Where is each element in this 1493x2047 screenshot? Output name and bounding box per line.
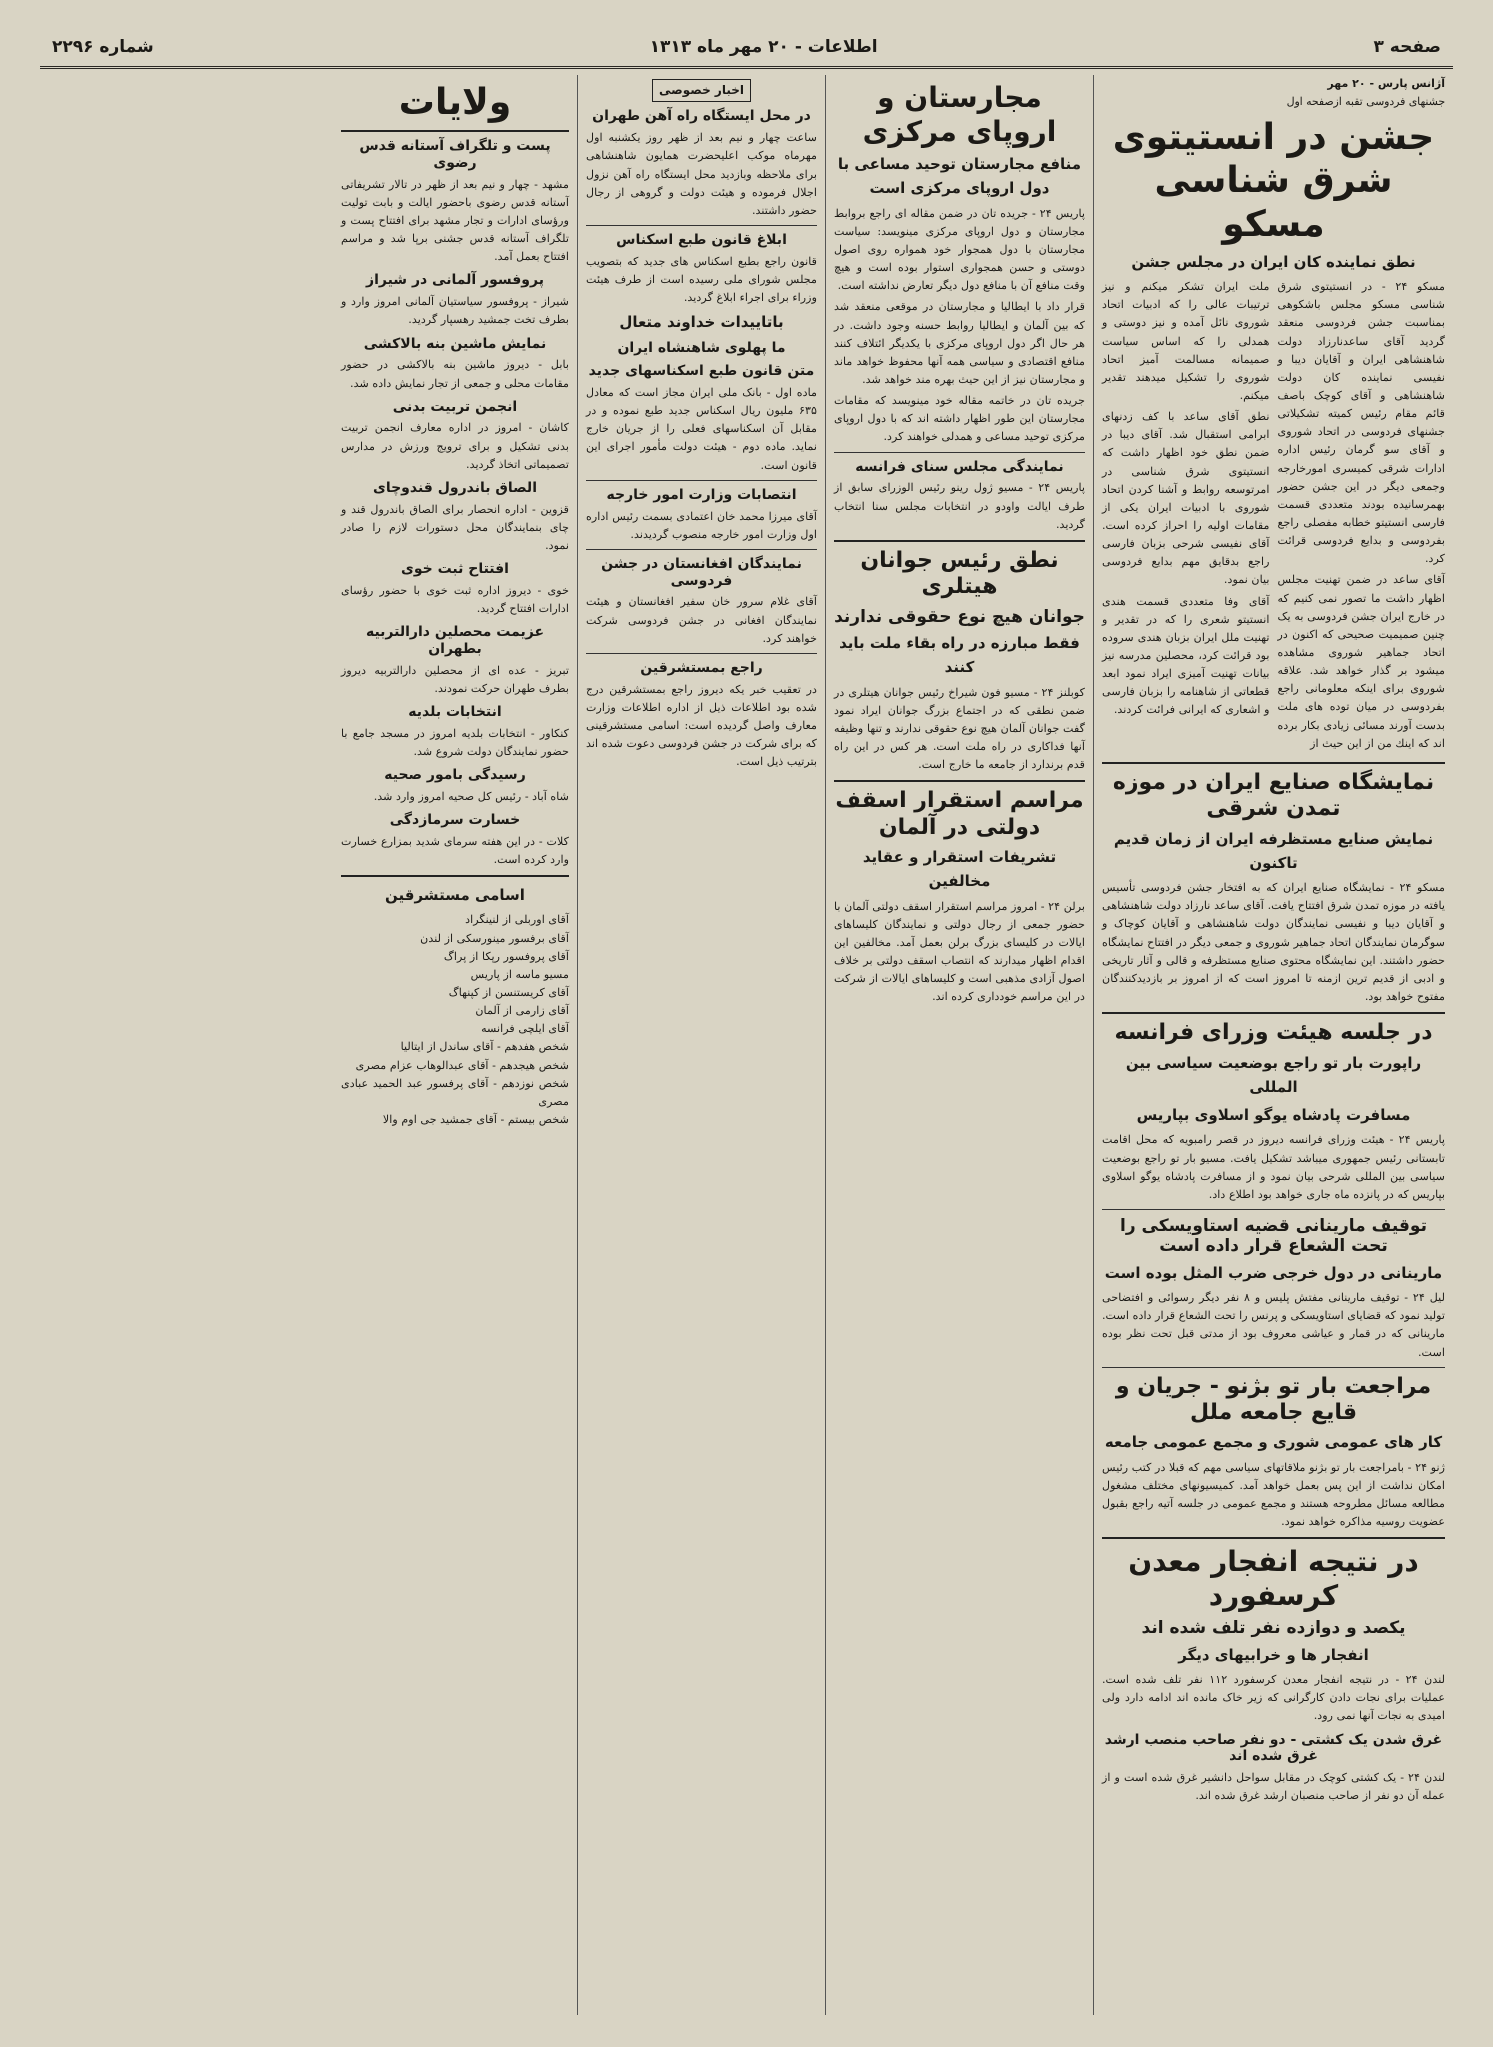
- subhead-mine: یکصد و دوازده نفر تلف شده اند: [1141, 1618, 1406, 1639]
- article-paragraph: ساعت چهار و نیم بعد از ظهر روز یکشنبه اول مهرماه موکب اعلیحضرت همایون شاهنشاهی برای ملاحظه وبازدید محل ایستگاه راه آهن نزول اجلال فرموده و هیئت دولت و گروهی از رجال حضور داشتند.: [586, 131, 817, 217]
- column-domestic: [577, 75, 825, 2015]
- article-paragraph: کاشان - امروز در اداره معارف انجمن تربیت بدنی تشکیل و برای ترویج ورزش در مدارس تصمیماتی اتخاذ گردید.: [341, 421, 569, 471]
- headline-moscow-celebration: جشن در انستیتوی شرق شناسی مسکو: [1112, 117, 1435, 245]
- orientalist-list-title: اسامی مستشرقین: [385, 886, 525, 905]
- article-paragraph: مسکو ۲۴ - در انستیتوی شرق شناسی مسکو مجلس باشکوهی بمناسبت جشن فردوسی منعقد گردید آقای ساعدنارزاد دولت شاهنشاهی ایران و آقایان دیبا و نفیسی نماینده کان دولت شاهنشاهی و آقای کوچک باصف قائم مقام رئیس کمیته تشکیلاتی جشنهای فردوسی در اتحاد شوروی و آقای سو گرمان رئیس اداره ادارات شرقی کمیسری امورخارجه وجمعی دیگر در این جشن حضور بهمرسانیده بودند متعددی قسمت فارسی انستیتو خطابه مفصلی راجع بفردوسی و بدایع فردوسی قرائت کرد.: [1277, 280, 1445, 566]
- headline-hitler-youth: نطق رئیس جوانان هیتلری: [860, 547, 1059, 600]
- article-paragraph: نطق آقای ساعد با کف زدنهای ابرامی استقبال شد. آقای دیبا در ضمن نطق خود اظهار داشت که انستیتوی شرق شناسی در امرتوسعه روابط و آشنا کردن اتحاد شوروی با ادبیات ایران یکی از مقامات اولیه را احراز کرده است. آقای نفیسی شرحی بزبان فارسی راجع بدقایق مهم بدایع فردوسی بیان نمود.: [1102, 410, 1270, 587]
- article-paragraph: برلن ۲۴ - امروز مراسم استقرار اسقف دولتی آلمان با حضور جمعی از رجال دولتی و نمایندگان کلیساهای ایالات در کلیسای بزرگ برلن بعمل آمد. مخالفین این اقدام اظهار میدارند که انتصاب اسقف دولتی بر خلاف اصول آزادی مذهبی است و کلیساهای ایالات از شرکت در این مراسم خودداری کرده اند.: [834, 899, 1085, 1004]
- list-item: آقای کریستنسن از کپنهاگ: [448, 985, 569, 999]
- headline-province: افتتاح ثبت خوی: [401, 561, 509, 578]
- article-paragraph: خوی - دیروز اداره ثبت خوی با حضور رؤسای ادارات افتتاح گردید.: [341, 583, 569, 616]
- subhead-barthou: کار های عمومی شوری و مجمع عمومی جامعه: [1104, 1433, 1443, 1452]
- subhead-france: راپورت بار تو راجع بوضعیت سیاسی بین المللی: [1125, 1053, 1422, 1096]
- king-title: ما پهلوی شاهنشاه ایران: [617, 340, 786, 357]
- article-paragraph: مشهد - چهار و نیم بعد از ظهر در تالار تشریفاتی آستانه قدس رضوی باحضور ایالت و بابت تولیت ورؤسای ادارات و تجار مشهد برای افتتاح پست و تلگراف آستانه قدس جشنی برپا شد و مراسم افتتاح بعمل آمد.: [341, 177, 569, 264]
- headline-ship: غرق شدن یک کشتی - دو نفر صاحب منصب ارشد غرق شده اند: [1104, 1731, 1443, 1765]
- headline-province: عزیمت محصلین دارالتربیه بطهران: [365, 624, 545, 657]
- special-news-label: اخبار خصوصی: [652, 79, 751, 102]
- issue-date: اطلاعات - ۲۰ مهر ماه ۱۳۱۳: [649, 37, 878, 57]
- headline-province: انتخابات بلدیه: [408, 704, 502, 721]
- headline-province: انجمن تربیت بدنی: [392, 398, 518, 415]
- list-item: آقای برفسور مینورسکی از لندن: [420, 931, 569, 945]
- list-item: آقای ایلچی فرانسه: [481, 1022, 569, 1036]
- article-paragraph: ژنو ۲۴ - بامراجعت بار تو بژنو ملاقاتهای سیاسی مهم که قبلا در کتب رئیس امکان نداشت از این پس بعمل خواهد آمد. کمیسیونهای مختلف مشغول مطالعه مسائل مطروحه هستند و مجمع عمومی در جلسه آتیه راجع بقبول عضویت روسیه مذاکره خواهد نمود.: [1102, 1460, 1445, 1529]
- article-paragraph: مسکو ۲۴ - نمایشگاه صنایع ایران که به افتخار جشن فردوسی تأسیس یافته در موزه تمدن شرق افتتاح یافت. آقای ساعد نارزاد دولت شاهنشاهی و آقایان دیبا و نفیسی نمایندگان دولت شاهنشاهی و آقایان کوچاک و سوگرمان نمایندگان اتحاد جماهیر شوروی و جمعی دیگر در افتتاح نمایشگاه حضور داشتند. این نمایشگاه محتوی صنایع مستظرفه و قالی و آثار تاریخی و ادبی از قدیم ترین ازمنه تا امروز است که از امروز بر بازدیدکنندگان مفتوح خواهد بود.: [1102, 881, 1445, 1004]
- column-main: [1093, 75, 1453, 2015]
- headline-hungary: مجارستان و اروپای مرکزی: [862, 81, 1057, 148]
- article-paragraph: جریده تان در خاتمه مقاله خود مینویسد که مقامات مجارستان این طور اظهار داشته اند که با دول اروپای مرکزی توحید مساعی و همدلی خواهند کرد.: [834, 394, 1085, 444]
- list-item: آقای زارمی از آلمان: [475, 1004, 569, 1018]
- headline-province: خسارت سرمازدگی: [389, 812, 521, 829]
- headline-france-cabinet: در جلسه هیئت وزرای فرانسه: [1114, 1020, 1433, 1046]
- headline-mariani: توقیف مارینانی قضیه استاویسکی را تحت الشعاع قرار داده است: [1120, 1216, 1427, 1257]
- headline-bishop: مراسم استقرار اسقف دولتی در آلمان: [835, 788, 1084, 840]
- issue-number: شماره ۲۲۹۶: [52, 37, 154, 57]
- article-paragraph: کنکاور - انتخابات بلدیه امروز در مسجد جامع با حضور نمایندگان دولت شروع شد.: [341, 726, 569, 758]
- list-item: آقای پروفسور رپکا از پراگ: [443, 949, 569, 963]
- headline-senate: نمایندگی مجلس سنای فرانسه: [855, 458, 1064, 475]
- list-item: شخص نوزدهم - آقای پرفسور عبد الحمید عبادی مصری: [341, 1076, 569, 1108]
- subhead-yugoslav: مسافرت پادشاه یوگو اسلاوی بپاریس: [1136, 1106, 1411, 1125]
- list-item: آقای اوربلی از لنینگراد: [465, 913, 569, 927]
- headline-provinces: ولایات: [398, 82, 512, 123]
- headline-province: پروفسور آلمانی در شیراز: [366, 272, 544, 289]
- moscow-article: [1102, 278, 1445, 756]
- page-number: صفحه ۳: [1373, 37, 1441, 57]
- article-paragraph: قزوین - اداره انحصار برای الصاق باندرول قند و چای بنمایندگان محل دستورات لازم را صادر نمود.: [341, 502, 569, 552]
- headline-exhibition: نمایشگاه صنایع ایران در موزه تمدن شرقی: [1112, 769, 1435, 822]
- subhead-exhibition: نمایش صنایع مستظرفه ایران از زمان قدیم تاکنون: [1113, 829, 1434, 872]
- subhead-hitler-2: فقط مبارزه در راه بقاء ملت باید کنند: [839, 634, 1080, 677]
- article-paragraph: بابل - دیروز ماشین بنه بالاکشی در حضور مقامات محلی و جمعی از تجار نمایش داده شد.: [341, 358, 569, 390]
- list-item: شخص هیجدهم - آقای عبدالوهاب عزام مصری: [355, 1058, 569, 1072]
- headline-province: رسیدگی بامور صحیه: [384, 767, 526, 784]
- column-provinces: [333, 75, 577, 2015]
- article-paragraph: قرار داد با ایطالیا و مجارستان در موقعی منعقد شد که بین آلمان و ایطالیا روابط حسنه وجود داشت. در هر حال اگر دول اروپای مرکزی با یکدیگر ائتلاف کنند منافع اقتصادی و سیاسی همه آنها محفوظ خواهد ماند و مجارستان نیز از این حیث بهره مند خواهد شد.: [834, 300, 1085, 387]
- subhead-mariani: مارینانی در دول خرجی ضرب المثل بوده است: [1104, 1263, 1443, 1282]
- headline-appointments: انتصابات وزارت امور خارجه: [606, 486, 797, 503]
- article-paragraph: قانون راجع بطبع اسکناس های جدید که بتصویب مجلس شورای ملی رسیده است از طرف هیئت وزراء برای اجراء ابلاغ گردید.: [586, 254, 817, 305]
- list-item: شخص هفدهم - آقای ساندل از ایتالیا: [400, 1040, 569, 1054]
- subhead-mine-2: انفجار ها و خرابیهای دیگر: [1178, 1645, 1369, 1664]
- emblem-text: باتاییدات خداوند متعال: [619, 313, 784, 332]
- article-paragraph: کوبلنز ۲۴ - مسیو فون شیراخ رئیس جوانان هیتلری در ضمن نطقی که در اجتماع بزرگ جوانان ایراد نمود گفت جوانان آلمان هیچ نوع حقوقی ندارند و تنها وظیفه آنها فداکاری در راه ملت است. هر کس در این راه قدم برندارد از جامعه ما خارج است.: [834, 685, 1085, 772]
- masthead-rule: [40, 66, 1453, 69]
- list-item: مسیو ماسه از پاریس: [470, 967, 569, 981]
- article-paragraph: پاریس ۲۴ - هیئت وزرای فرانسه دیروز در قصر رامبویه که محل اقامت تابستانی رئیس جمهوری میباشد تشکیل یافت. مسیو بار تو راجع بوضعیت سیاسی بین المللی شرحی بیان نمود و از مسافرت پادشاه یوگو اسلاوی بپاریس که در پانزده ماه جاری خواهد بود اطلاع داد.: [1102, 1133, 1446, 1201]
- article-paragraph: شاه آباد - رئیس کل صحیه امروز وارد شد.: [373, 789, 569, 803]
- headline-mine-explosion: در نتیجه انفجار معدن کرسفورد: [1128, 1545, 1419, 1612]
- list-item: شخص بیستم - آقای جمشید جی اوم والا: [382, 1112, 569, 1126]
- masthead: [40, 28, 1453, 66]
- subhead-hungary: منافع مجارستان توحید مساعی با دول اروپای مرکزی است: [837, 155, 1082, 198]
- headline-law-text: متن قانون طبع اسکناسهای جدید: [588, 363, 815, 380]
- agency-line: آژانس پارس - ۲۰ مهر: [1327, 77, 1445, 90]
- article-paragraph: آقای ساعد در ضمن تهنیت مجلس اظهار داشت ما تصور نمی کنیم که در خارج ایران جشن فردوسی به یک چنین صمیمیت صحیحی که اکنون در اتحاد جماهیر شوروی مشاهده میشود بر گذار خواهد شد. علاقه شوروی برای اینکه معلومانی راجع بفردوسی در میان توده های ملت بدست آورند مسائی زیادی بکار برده اند که اینك من از این حیث از: [1277, 573, 1445, 750]
- column-hungary: [825, 75, 1093, 2015]
- headline-station: در محل ایستگاه راه آهن طهران: [592, 108, 811, 125]
- headline-orientalists: راجع بمستشرقین: [640, 659, 763, 676]
- article-paragraph: لیل ۲۴ - توقیف مارینانی مفتش پلیس و ۸ نفر دیگر رسوائی و افتضاحی تولید نمود که قضایای استاویسکی و پرنس را تحت الشعاع قرار داده است. مارینانی که در قمار و عیاشی معروف بود از مدتی قبل تحت نظر بوده است.: [1102, 1291, 1445, 1359]
- headline-afghan: نمایندگان افغانستان در جشن فردوسی: [601, 555, 802, 589]
- article-paragraph: ماده اول - بانک ملی ایران مجاز است که معادل ۶۳۵ ملیون ریال اسکناس جدید طبع نموده و در مقابل آن اسکناسهای فعلی را از جریان خارج نماید. ماده دوم - هیئت دولت مأمور اجرای این قانون است.: [586, 386, 817, 472]
- article-paragraph: تبریز - عده ای از محصلین دارالتربیه دیروز بطرف طهران حرکت نمودند.: [341, 663, 569, 695]
- article-paragraph: شیراز - پروفسور سیاستیان آلمانی امروز وارد و بطرف تخت جمشید رهسپار گردید.: [341, 295, 569, 327]
- subhead-hitler-youth: جوانان هیچ نوع حقوقی ندارند: [834, 606, 1085, 627]
- article-paragraph: پاریس ۲۴ - مسیو ژول رینو رئیس الوزرای سابق از طرف ایالت واودو در انتخابات مجلس سنا انتخاب گردید.: [834, 481, 1085, 531]
- headline-barthou: مراجعت بار تو بژنو - جریان و قایع جامعه ملل: [1115, 1373, 1432, 1426]
- article-paragraph: آقای میرزا محمد خان اعتمادی بسمت رئیس اداره اول وزارت امور خارجه منصوب گردیدند.: [586, 509, 817, 541]
- orientalist-list: [341, 911, 569, 1129]
- headline-province: نمایش ماشین بنه بالاکشی: [363, 335, 547, 352]
- article-paragraph: آقای غلام سرور خان سفیر افغانستان و هیئت نمایندگان افغانی در جشن فردوسی شرکت خواهند کرد.: [586, 595, 817, 645]
- subhead-moscow: نطق نماینده کان ایران در مجلس جشن: [1131, 252, 1416, 271]
- article-paragraph: کلات - در این هفته سرمای شدید بمزارع خسارت وارد کرده است.: [341, 834, 569, 866]
- article-paragraph: لندن ۲۴ - در نتیجه انفجار معدن کرسفورد ۱۱۲ نفر تلف شده است. عملیات برای نجات دادن کارگرانی که زیر خاک مانده اند ادامه دارد ولی امیدی به نجات آنها نمی رود.: [1102, 1673, 1446, 1723]
- article-paragraph: در تعقیب خبر یکه دیروز راجع بمستشرقین درج شده بود اطلاعات ذیل از اداره اطلاعات وزارت معارف واصل گردیده است: اسامی مستشرقینی که برای شرکت در جشن فردوسی دعوت شده اند بترتیب ذیل است.: [586, 682, 817, 769]
- article-paragraph: لندن ۲۴ - یک کشتی کوچک در مقابل سواحل دانشیر غرق شده است و از عمله آن دو نفر از صاحب منصبان ارشد غرق شده اند.: [1102, 1771, 1445, 1803]
- headline-province: پست و تلگراف آستانه قدس رضوی: [359, 138, 551, 171]
- kicker: جشنهای فردوسی تقبه ازصفحه اول: [1286, 94, 1445, 108]
- article-paragraph: آقای وفا متعددی قسمت هندی انستیتو شعری را که در تقدیر و تهنیت ملل ایران بزبان هندی سروده بود قرائت کرد، محصلین مدرسه نیز بیانات تهنیت آمیزی ایراد نمود ابعد قطعاتی از شاهنامه را بزبان فارسی و اشعاری که ایرانی فرائت کردند.: [1102, 594, 1270, 717]
- article-paragraph: ملت ایران تشکر میکنم و نیز ترتیبات عالی را که ادبیات اتحاد شوروی نائل آمده و نیز دوستی و همدلی را که اساس سیاست صمیمانه مسالمت آمیز اتحاد شوروی را تشکیل میدهند تقدیر میکنم.: [1102, 280, 1270, 402]
- columns: [40, 75, 1453, 2015]
- subhead-bishop: تشریفات استقرار و عقاید مخالفین: [862, 848, 1057, 891]
- headline-province: الصاق باندرول قندوچای: [373, 479, 537, 496]
- article-paragraph: پاریس ۲۴ - جریده تان در ضمن مقاله ای راجع بروابط مجارستان و دول اروپای مرکزی مینویسد: سیاست مجارستان با دول همجوار خود همواره روی اصول دوستی و حسن همجواری استوار بوده است و هیچ وقت منافع آن با منافع دول دیگر تعارض نداشته است.: [834, 206, 1085, 293]
- headline-banknote-law: ابلاغ قانون طبع اسکناس: [616, 231, 787, 248]
